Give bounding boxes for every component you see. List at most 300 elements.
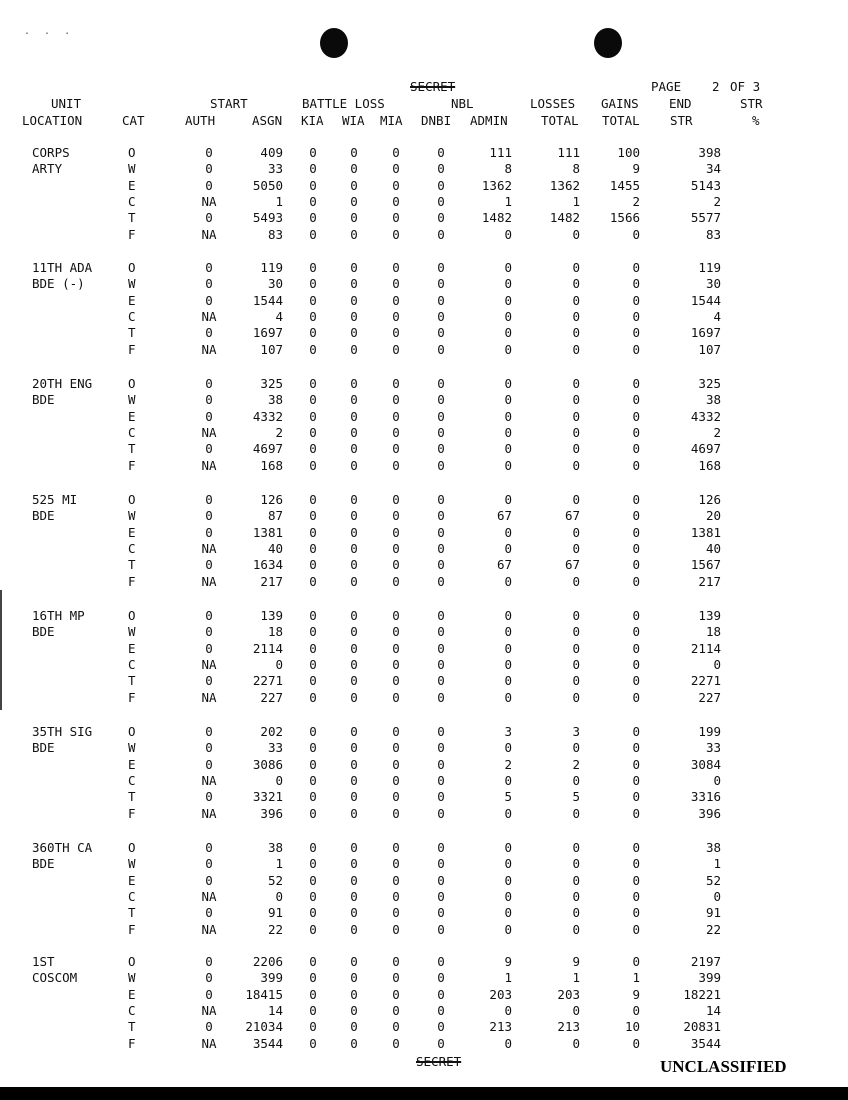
cell-dnbi: 0 [437, 161, 445, 177]
cell-gains-total: 0 [632, 840, 640, 855]
cell-dnbi: 0 [437, 325, 445, 341]
cell-admin: 0 [504, 656, 512, 672]
cell-losses-total: 1362 [549, 177, 580, 193]
header-str: STR [740, 96, 763, 111]
cell-cat: T [128, 673, 136, 689]
cell-losses-total: 0 [572, 424, 580, 440]
cell-kia: 0 [309, 724, 317, 739]
header-gains-total: TOTAL [602, 113, 640, 128]
cell-dnbi: 0 [437, 341, 445, 357]
cell-auth: 0 [205, 292, 213, 308]
cell-wia: 0 [350, 1035, 358, 1051]
cell-auth: 0 [205, 740, 213, 756]
cell-gains-total: 100 [617, 145, 640, 160]
cell-end-str: 22 [705, 921, 721, 937]
cell-gains-total: 0 [632, 805, 640, 821]
cell-end-str: 33 [705, 740, 721, 756]
cell-wia: 0 [350, 557, 358, 573]
cell-mia: 0 [392, 724, 400, 739]
cell-end-str: 91 [705, 905, 721, 921]
cell-auth: NA [201, 1002, 217, 1018]
cell-wia: 0 [350, 524, 358, 540]
header-kia: KIA [301, 113, 324, 128]
cell-gains-total: 0 [632, 325, 640, 341]
cell-end-str: 18221 [683, 986, 721, 1002]
cell-admin: 0 [504, 226, 512, 242]
cell-admin: 0 [504, 308, 512, 324]
cell-cat: T [128, 557, 136, 573]
cell-admin: 0 [504, 492, 512, 507]
unit-name-line1: 20TH ENG [32, 376, 93, 391]
cell-cat: E [128, 524, 136, 540]
cell-end-str: 199 [698, 724, 721, 739]
cell-end-str: 4 [713, 308, 721, 324]
cell-dnbi: 0 [437, 673, 445, 689]
cell-kia: 0 [309, 640, 317, 656]
cell-kia: 0 [309, 260, 317, 275]
cell-wia: 0 [350, 756, 358, 772]
cell-wia: 0 [350, 789, 358, 805]
cell-gains-total: 0 [632, 441, 640, 457]
cell-gains-total: 0 [632, 573, 640, 589]
cell-admin: 0 [504, 1035, 512, 1051]
cell-losses-total: 0 [572, 492, 580, 507]
cell-asgn: 202 [260, 724, 283, 739]
cell-kia: 0 [309, 226, 317, 242]
cell-admin: 9 [504, 954, 512, 969]
cell-end-str: 2 [713, 193, 721, 209]
cell-end-str: 119 [698, 260, 721, 275]
cell-asgn: 3544 [252, 1035, 283, 1051]
cell-dnbi: 0 [437, 689, 445, 705]
cell-mia: 0 [392, 392, 400, 408]
cell-auth: 0 [205, 441, 213, 457]
cell-gains-total: 0 [632, 640, 640, 656]
cell-cat: O [128, 260, 136, 275]
cell-end-str: 38 [705, 392, 721, 408]
cell-losses-total: 0 [572, 772, 580, 788]
header-location: LOCATION [22, 113, 83, 128]
cell-admin: 0 [504, 341, 512, 357]
cell-gains-total: 0 [632, 689, 640, 705]
cell-end-str: 20831 [683, 1019, 721, 1035]
cell-admin: 0 [504, 325, 512, 341]
cell-auth: 0 [205, 756, 213, 772]
cell-mia: 0 [392, 640, 400, 656]
cell-admin: 0 [504, 888, 512, 904]
cell-cat: C [128, 193, 136, 209]
cell-end-str: 52 [705, 872, 721, 888]
cell-kia: 0 [309, 954, 317, 969]
cell-gains-total: 0 [632, 260, 640, 275]
cell-mia: 0 [392, 805, 400, 821]
cell-end-str: 1567 [690, 557, 721, 573]
cell-asgn: 21034 [245, 1019, 283, 1035]
cell-cat: E [128, 756, 136, 772]
cell-asgn: 2206 [252, 954, 283, 969]
page-of: OF 3 [730, 79, 761, 94]
cell-auth: NA [201, 888, 217, 904]
cell-losses-total: 0 [572, 1002, 580, 1018]
cell-admin: 8 [504, 161, 512, 177]
cell-mia: 0 [392, 292, 400, 308]
cell-end-str: 30 [705, 276, 721, 292]
cell-end-str: 5143 [690, 177, 721, 193]
cell-mia: 0 [392, 954, 400, 969]
cell-dnbi: 0 [437, 724, 445, 739]
header-losses-total: TOTAL [541, 113, 579, 128]
cell-cat: O [128, 954, 136, 969]
cell-auth: NA [201, 193, 217, 209]
cell-gains-total: 0 [632, 872, 640, 888]
cell-losses-total: 213 [557, 1019, 580, 1035]
cell-losses-total: 0 [572, 740, 580, 756]
cell-end-str: 398 [698, 145, 721, 160]
cell-gains-total: 0 [632, 888, 640, 904]
cell-kia: 0 [309, 608, 317, 623]
cell-cat: T [128, 789, 136, 805]
header-mia: MIA [380, 113, 403, 128]
cell-kia: 0 [309, 689, 317, 705]
cell-auth: 0 [205, 145, 213, 160]
cell-end-str: 5577 [690, 210, 721, 226]
cell-admin: 111 [489, 145, 512, 160]
cell-auth: 0 [205, 673, 213, 689]
cell-asgn: 227 [260, 689, 283, 705]
cell-asgn: 409 [260, 145, 283, 160]
cell-asgn: 52 [267, 872, 283, 888]
cell-kia: 0 [309, 740, 317, 756]
cell-dnbi: 0 [437, 986, 445, 1002]
cell-admin: 2 [504, 756, 512, 772]
cell-admin: 0 [504, 673, 512, 689]
cell-auth: NA [201, 341, 217, 357]
cell-losses-total: 0 [572, 376, 580, 391]
cell-dnbi: 0 [437, 408, 445, 424]
cell-asgn: 1544 [252, 292, 283, 308]
cell-kia: 0 [309, 624, 317, 640]
cell-gains-total: 0 [632, 921, 640, 937]
cell-auth: 0 [205, 986, 213, 1002]
cell-cat: C [128, 656, 136, 672]
cell-losses-total: 0 [572, 325, 580, 341]
cell-wia: 0 [350, 1002, 358, 1018]
cell-end-str: 4332 [690, 408, 721, 424]
cell-losses-total: 203 [557, 986, 580, 1002]
cell-mia: 0 [392, 888, 400, 904]
cell-dnbi: 0 [437, 640, 445, 656]
cell-admin: 0 [504, 540, 512, 556]
unit-name-line1: CORPS [32, 145, 70, 160]
cell-dnbi: 0 [437, 457, 445, 473]
cell-mia: 0 [392, 740, 400, 756]
cell-dnbi: 0 [437, 1019, 445, 1035]
cell-cat: E [128, 292, 136, 308]
cell-cat: C [128, 308, 136, 324]
cell-cat: F [128, 226, 136, 242]
cell-wia: 0 [350, 840, 358, 855]
cell-wia: 0 [350, 193, 358, 209]
cell-admin: 0 [504, 921, 512, 937]
cell-wia: 0 [350, 624, 358, 640]
header-auth: AUTH [185, 113, 216, 128]
cell-losses-total: 1 [572, 970, 580, 986]
cell-mia: 0 [392, 689, 400, 705]
cell-mia: 0 [392, 161, 400, 177]
cell-mia: 0 [392, 308, 400, 324]
cell-admin: 0 [504, 441, 512, 457]
cell-dnbi: 0 [437, 772, 445, 788]
cell-wia: 0 [350, 292, 358, 308]
cell-end-str: 83 [705, 226, 721, 242]
cell-dnbi: 0 [437, 954, 445, 969]
cell-gains-total: 0 [632, 540, 640, 556]
cell-kia: 0 [309, 408, 317, 424]
cell-wia: 0 [350, 872, 358, 888]
cell-kia: 0 [309, 921, 317, 937]
cell-mia: 0 [392, 226, 400, 242]
cell-end-str: 0 [713, 656, 721, 672]
cell-losses-total: 1482 [549, 210, 580, 226]
cell-gains-total: 0 [632, 226, 640, 242]
unit-name-line2: BDE [32, 740, 55, 756]
cell-kia: 0 [309, 656, 317, 672]
cell-dnbi: 0 [437, 573, 445, 589]
header-admin: ADMIN [470, 113, 508, 128]
cell-wia: 0 [350, 888, 358, 904]
cell-asgn: 5493 [252, 210, 283, 226]
cell-gains-total: 2 [632, 193, 640, 209]
cell-asgn: 1 [275, 193, 283, 209]
cell-cat: O [128, 376, 136, 391]
cell-asgn: 91 [267, 905, 283, 921]
page-label: PAGE [651, 79, 682, 94]
cell-cat: W [128, 624, 136, 640]
cell-losses-total: 0 [572, 441, 580, 457]
cell-cat: C [128, 1002, 136, 1018]
cell-kia: 0 [309, 457, 317, 473]
cell-asgn: 1697 [252, 325, 283, 341]
cell-wia: 0 [350, 492, 358, 507]
cell-wia: 0 [350, 805, 358, 821]
cell-end-str: 325 [698, 376, 721, 391]
cell-wia: 0 [350, 408, 358, 424]
cell-asgn: 139 [260, 608, 283, 623]
cell-wia: 0 [350, 970, 358, 986]
cell-admin: 0 [504, 524, 512, 540]
cell-dnbi: 0 [437, 540, 445, 556]
cell-end-str: 1 [713, 856, 721, 872]
cell-losses-total: 0 [572, 292, 580, 308]
cell-dnbi: 0 [437, 276, 445, 292]
cell-gains-total: 0 [632, 1002, 640, 1018]
cell-losses-total: 0 [572, 540, 580, 556]
cell-admin: 203 [489, 986, 512, 1002]
cell-kia: 0 [309, 986, 317, 1002]
cell-dnbi: 0 [437, 424, 445, 440]
cell-gains-total: 0 [632, 557, 640, 573]
cell-auth: 0 [205, 392, 213, 408]
cell-asgn: 30 [267, 276, 283, 292]
classification-bottom: SECRET [416, 1054, 462, 1069]
cell-asgn: 4 [275, 308, 283, 324]
cell-mia: 0 [392, 1035, 400, 1051]
cell-asgn: 396 [260, 805, 283, 821]
cell-auth: 0 [205, 789, 213, 805]
cell-dnbi: 0 [437, 441, 445, 457]
cell-dnbi: 0 [437, 177, 445, 193]
cell-asgn: 0 [275, 888, 283, 904]
cell-kia: 0 [309, 145, 317, 160]
cell-mia: 0 [392, 457, 400, 473]
cell-cat: C [128, 888, 136, 904]
cell-auth: NA [201, 772, 217, 788]
cell-auth: 0 [205, 872, 213, 888]
cell-gains-total: 0 [632, 376, 640, 391]
cell-cat: F [128, 689, 136, 705]
cell-gains-total: 0 [632, 392, 640, 408]
cell-end-str: 139 [698, 608, 721, 623]
cell-mia: 0 [392, 557, 400, 573]
cell-kia: 0 [309, 341, 317, 357]
cell-asgn: 2114 [252, 640, 283, 656]
cell-kia: 0 [309, 492, 317, 507]
cell-gains-total: 0 [632, 408, 640, 424]
cell-auth: NA [201, 457, 217, 473]
cell-dnbi: 0 [437, 905, 445, 921]
cell-asgn: 33 [267, 161, 283, 177]
cell-mia: 0 [392, 970, 400, 986]
cell-wia: 0 [350, 325, 358, 341]
cell-losses-total: 0 [572, 905, 580, 921]
cell-wia: 0 [350, 508, 358, 524]
cell-admin: 0 [504, 573, 512, 589]
cell-gains-total: 0 [632, 656, 640, 672]
cell-mia: 0 [392, 177, 400, 193]
header-dnbi: DNBI [421, 113, 452, 128]
cell-wia: 0 [350, 276, 358, 292]
cell-cat: F [128, 341, 136, 357]
cell-cat: F [128, 573, 136, 589]
cell-dnbi: 0 [437, 292, 445, 308]
unit-name-line2: COSCOM [32, 970, 78, 986]
cell-wia: 0 [350, 441, 358, 457]
cell-gains-total: 0 [632, 457, 640, 473]
cell-dnbi: 0 [437, 656, 445, 672]
cell-wia: 0 [350, 772, 358, 788]
cell-end-str: 227 [698, 689, 721, 705]
cell-end-str: 2 [713, 424, 721, 440]
cell-mia: 0 [392, 492, 400, 507]
header-end-str: STR [670, 113, 693, 128]
cell-dnbi: 0 [437, 145, 445, 160]
cell-dnbi: 0 [437, 921, 445, 937]
unit-name-line1: 1ST [32, 954, 55, 969]
cell-asgn: 168 [260, 457, 283, 473]
cell-cat: T [128, 441, 136, 457]
cell-cat: F [128, 921, 136, 937]
cell-losses-total: 0 [572, 673, 580, 689]
unit-name-line2: BDE [32, 508, 55, 524]
cell-cat: C [128, 424, 136, 440]
cell-dnbi: 0 [437, 840, 445, 855]
cell-mia: 0 [392, 441, 400, 457]
cell-dnbi: 0 [437, 492, 445, 507]
cell-kia: 0 [309, 210, 317, 226]
cell-end-str: 399 [698, 970, 721, 986]
cell-kia: 0 [309, 1002, 317, 1018]
cell-kia: 0 [309, 557, 317, 573]
cell-mia: 0 [392, 624, 400, 640]
cell-asgn: 83 [267, 226, 283, 242]
cell-kia: 0 [309, 673, 317, 689]
cell-cat: E [128, 408, 136, 424]
cell-losses-total: 0 [572, 608, 580, 623]
cell-admin: 0 [504, 872, 512, 888]
cell-mia: 0 [392, 424, 400, 440]
header-battle-loss: BATTLE LOSS [302, 96, 385, 111]
cell-dnbi: 0 [437, 789, 445, 805]
cell-dnbi: 0 [437, 872, 445, 888]
cell-wia: 0 [350, 640, 358, 656]
cell-asgn: 126 [260, 492, 283, 507]
cell-admin: 0 [504, 689, 512, 705]
cell-admin: 213 [489, 1019, 512, 1035]
cell-wia: 0 [350, 210, 358, 226]
cell-cat: F [128, 1035, 136, 1051]
cell-losses-total: 0 [572, 640, 580, 656]
cell-dnbi: 0 [437, 756, 445, 772]
unit-name-line1: 11TH ADA [32, 260, 93, 275]
cell-dnbi: 0 [437, 260, 445, 275]
cell-kia: 0 [309, 524, 317, 540]
cell-kia: 0 [309, 325, 317, 341]
cell-losses-total: 0 [572, 656, 580, 672]
cell-kia: 0 [309, 292, 317, 308]
cell-auth: NA [201, 656, 217, 672]
cell-wia: 0 [350, 177, 358, 193]
cell-asgn: 217 [260, 573, 283, 589]
cell-kia: 0 [309, 540, 317, 556]
cell-end-str: 38 [705, 840, 721, 855]
cell-gains-total: 1 [632, 970, 640, 986]
cell-kia: 0 [309, 756, 317, 772]
cell-auth: NA [201, 573, 217, 589]
cell-wia: 0 [350, 573, 358, 589]
cell-kia: 0 [309, 424, 317, 440]
cell-dnbi: 0 [437, 524, 445, 540]
header-start: START [210, 96, 248, 111]
header-gains: GAINS [601, 96, 639, 111]
cell-asgn: 1634 [252, 557, 283, 573]
cell-kia: 0 [309, 888, 317, 904]
binder-hole-left [320, 28, 348, 58]
cell-gains-total: 0 [632, 740, 640, 756]
header-wia: WIA [342, 113, 365, 128]
cell-dnbi: 0 [437, 193, 445, 209]
cell-losses-total: 0 [572, 624, 580, 640]
cell-gains-total: 0 [632, 492, 640, 507]
cell-cat: T [128, 325, 136, 341]
unit-name-line1: 360TH CA [32, 840, 93, 855]
unclassified-stamp: UNCLASSIFIED [660, 1057, 787, 1076]
cell-kia: 0 [309, 392, 317, 408]
cell-cat: O [128, 608, 136, 623]
cell-auth: 0 [205, 640, 213, 656]
cell-asgn: 87 [267, 508, 283, 524]
cell-dnbi: 0 [437, 392, 445, 408]
cell-auth: 0 [205, 508, 213, 524]
